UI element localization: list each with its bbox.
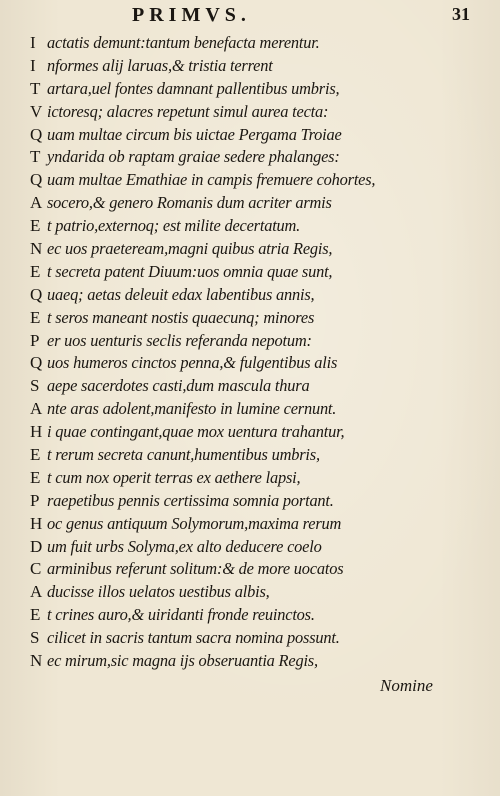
verse-initial: H: [30, 422, 43, 442]
verse-line: [30, 169, 480, 192]
verse-initial: A: [30, 399, 43, 419]
verse-line: [30, 330, 480, 353]
verse-text: raepetibus pennis certissima somnia portant.: [47, 490, 334, 510]
verse-initial: P: [30, 330, 40, 350]
verse-line: [30, 78, 480, 101]
verse-text: cilicet in sacris tantum sacra nomina possunt.: [47, 628, 340, 648]
verse-text-block: [30, 32, 480, 673]
verse-initial: E: [30, 605, 41, 625]
verse-text: socero,& genero Romanis dum acriter armis: [47, 193, 332, 213]
verse-text: aepe sacerdotes casti,dum mascula thura: [47, 376, 310, 396]
verse-text: arminibus referunt solitum:& de more uocatos: [47, 559, 344, 579]
verse-initial: N: [30, 239, 43, 259]
verse-text: t crines auro,& uiridanti fronde reuinctos.: [47, 605, 315, 625]
verse-line: [30, 490, 480, 513]
catchword: Nomine: [380, 676, 433, 695]
verse-line: [30, 261, 480, 284]
verse-line: [30, 124, 480, 147]
verse-initial: E: [30, 307, 41, 327]
verse-initial: Q: [30, 353, 43, 373]
verse-line: [30, 55, 480, 78]
verse-initial: E: [30, 445, 41, 465]
verse-initial: T: [30, 147, 41, 167]
running-title: PRIMVS.: [132, 4, 251, 26]
verse-line: [30, 444, 480, 467]
verse-line: [30, 581, 480, 604]
verse-initial: E: [30, 216, 41, 236]
verse-text: t cum nox operit terras ex aethere lapsi,: [47, 467, 301, 487]
verse-line: [30, 513, 480, 536]
verse-initial: E: [30, 467, 41, 487]
verse-text: oc genus antiquum Solymorum,maxima rerum: [47, 513, 342, 533]
verse-line: [30, 352, 480, 375]
verse-initial: S: [30, 628, 40, 648]
verse-line: [30, 215, 480, 238]
verse-line: [30, 627, 480, 650]
verse-text: t patrio,externoq; est milite decertatum.: [47, 216, 301, 236]
verse-line: [30, 421, 480, 444]
verse-text: nte aras adolent,manifesto in lumine cernunt.: [47, 399, 337, 419]
verse-initial: Q: [30, 170, 43, 190]
verse-initial: T: [30, 78, 41, 98]
verse-line: [30, 238, 480, 261]
verse-initial: N: [30, 651, 43, 671]
verse-text: ec mirum,sic magna ijs obseruantia Regis,: [47, 651, 318, 671]
verse-line: [30, 398, 480, 421]
verse-text: ducisse illos uelatos uestibus albis,: [47, 582, 270, 602]
verse-line: [30, 650, 480, 673]
verse-initial: S: [30, 376, 40, 396]
verse-text: t secreta patent Diuum:uos omnia quae sunt,: [47, 261, 333, 281]
verse-line: [30, 375, 480, 398]
folio-number: 31: [452, 4, 470, 24]
verse-initial: H: [30, 513, 43, 533]
verse-initial: Q: [30, 124, 43, 144]
verse-text: ec uos praeteream,magni quibus atria Regis,: [47, 239, 333, 259]
verse-initial: C: [30, 559, 42, 579]
verse-initial: D: [30, 536, 43, 556]
verse-text: i quae contingant,quae mox uentura trahantur,: [47, 422, 345, 442]
verse-line: [30, 32, 480, 55]
verse-line: [30, 558, 480, 581]
verse-text: um fuit urbs Solyma,ex alto deducere coelo: [47, 536, 322, 556]
verse-text: yndarida ob raptam graiae sedere phalanges:: [47, 147, 340, 167]
verse-initial: I: [30, 55, 36, 75]
verse-text: t seros maneant nostis quaecunq; minores: [47, 307, 315, 327]
verse-initial: A: [30, 193, 43, 213]
verse-text: artara,uel fontes damnant pallentibus umbris,: [47, 78, 340, 98]
verse-text: ictoresq; alacres repetunt simul aurea tecta:: [47, 101, 329, 121]
verse-text: uam multae Emathiae in campis fremuere cohortes,: [47, 170, 376, 190]
verse-text: uos humeros cinctos penna,& fulgentibus alis: [47, 353, 338, 373]
verse-line: [30, 604, 480, 627]
running-head: [0, 4, 500, 30]
verse-initial: P: [30, 490, 40, 510]
verse-line: [30, 536, 480, 559]
verse-text: er uos uenturis seclis referanda nepotum:: [47, 330, 312, 350]
verse-initial: I: [30, 33, 36, 52]
verse-initial: A: [30, 582, 43, 602]
verse-line: [30, 284, 480, 307]
verse-text: uam multae circum bis uictae Pergama Troiae: [47, 124, 342, 144]
verse-initial: E: [30, 261, 41, 281]
verse-text: nformes alij laruas,& tristia terrent: [47, 55, 273, 75]
verse-line: [30, 101, 480, 124]
verse-line: [30, 307, 480, 330]
verse-line: [30, 146, 480, 169]
verse-text: t rerum secreta canunt,humentibus umbris,: [47, 445, 320, 465]
verse-text: uaeq; aetas deleuit edax labentibus annis,: [47, 284, 315, 304]
verse-text: actatis demunt:tantum benefacta merentur.: [47, 33, 320, 52]
verse-initial: V: [30, 101, 43, 121]
verse-line: [30, 192, 480, 215]
verse-initial: Q: [30, 284, 43, 304]
verse-line: [30, 467, 480, 490]
